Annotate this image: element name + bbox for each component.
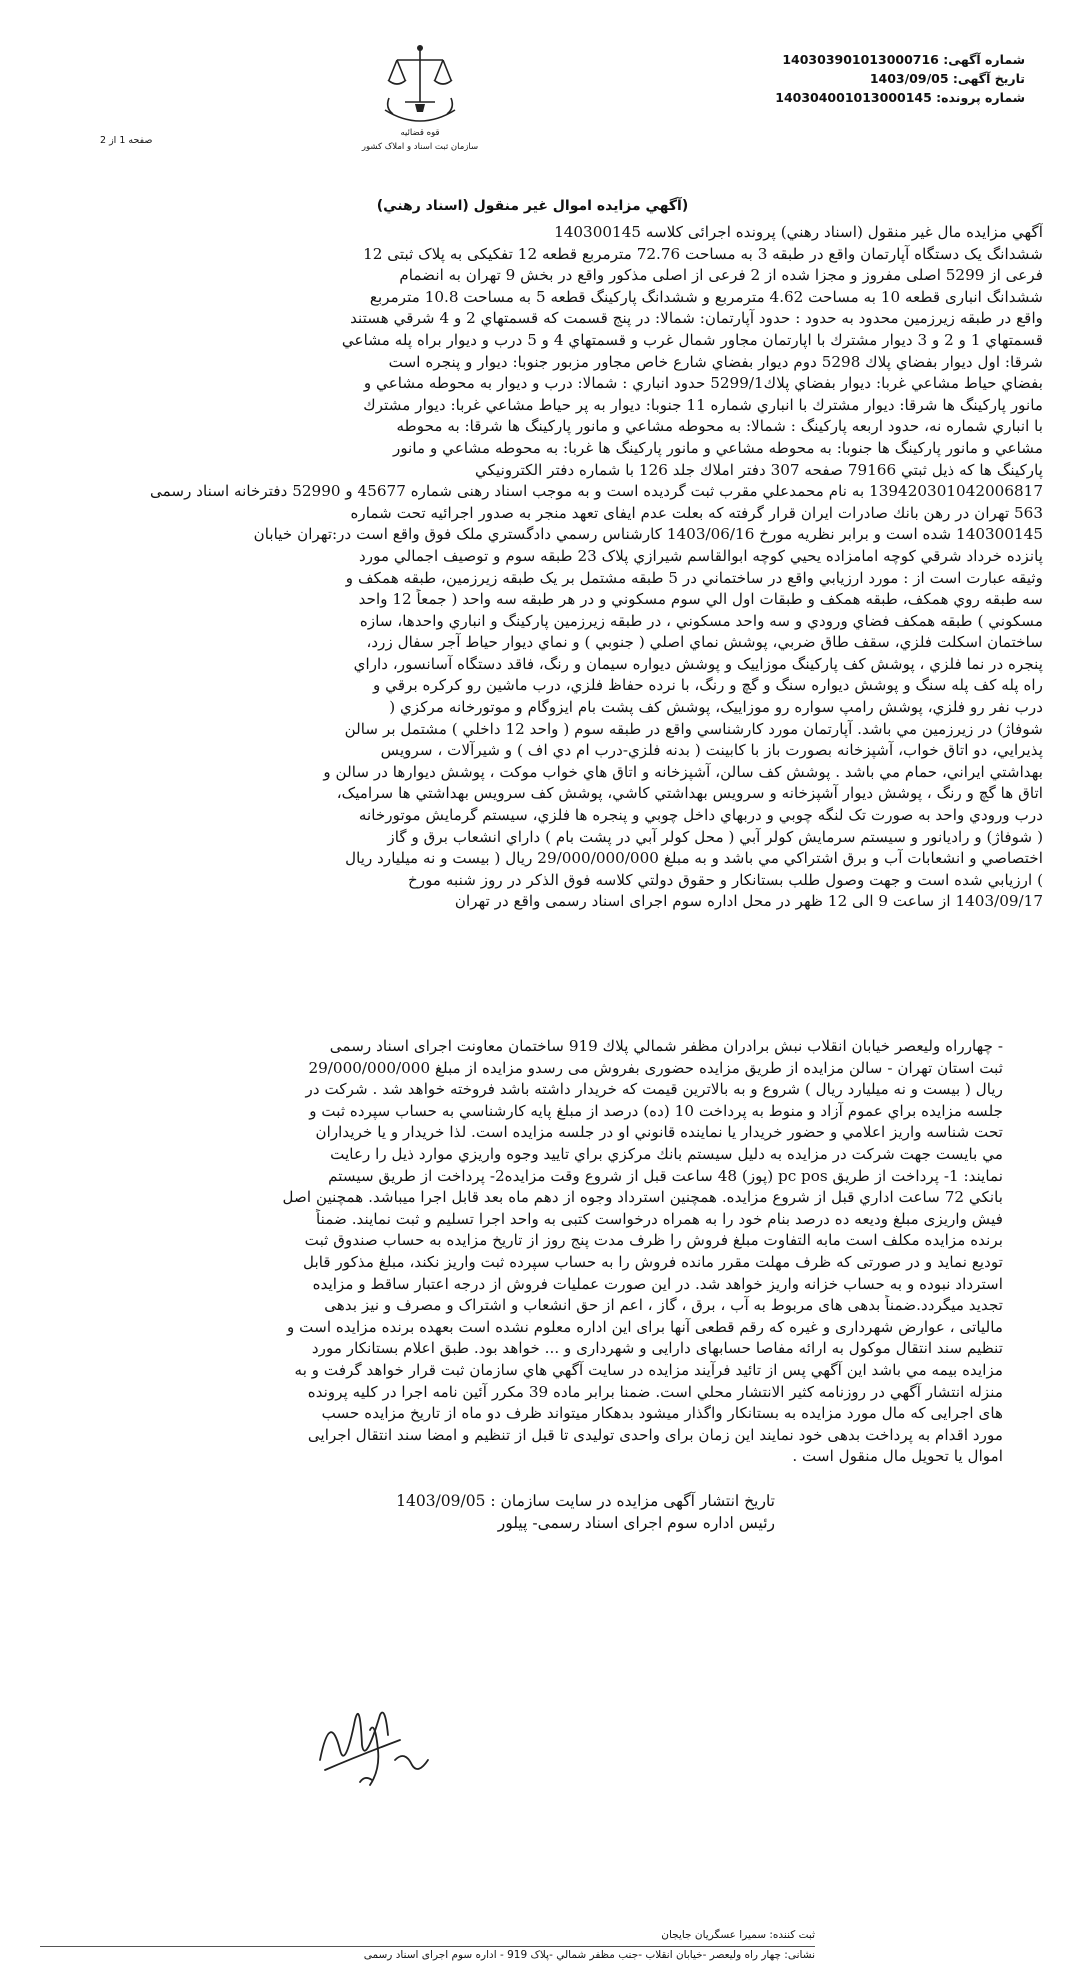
body-line: تنظيم سند انتقال موكول به ارائه مفاصا حسابهای دارايی و شهرداری و ... خواهد بود. طبق اعلام بستانكار مورد [311,1339,1003,1358]
body-line: درب ورودي واحد به صورت تک لنگه چوبي و دربهاي داخل چوبي و پنجره ها فلزي، سيستم گرمايش موتورخانه [358,806,1043,825]
handwritten-signature [300,1690,460,1800]
publish-date-label: تاريخ انتشار آگهی مزايده در سايت سازمان : [490,1492,775,1510]
body-line: 139420301042006817 به نام محمدعلي مقرب ثبت گرديده است و به موجب اسناد رهنی شماره 45677 و 52990 دفترخانه اسناد رسمی [149,482,1043,501]
body-line: 1403/09/17 از ساعت 9 الی 12 ظهر در محل اداره سوم اجرای اسناد رسمی واقع در تهران [454,892,1043,911]
publish-info [396,1490,775,1534]
registrar-name: سميرا عسگريان جايجان [661,1929,767,1941]
body-line: مسکوني ) طبقه همکف فضاي ورودي و سه واحد مسکوني ، در طبقه زيرزمين پارکينگ و انباري واحدها، سازه [359,611,1043,630]
body-line: ثبت استان تهران - سالن مزايده از طريق مزايده حضوری بفروش می رسدو مزايده از مبلغ 29/000/000/000 [308,1058,1003,1077]
body-line: تجديد ميگردد.ضمناً بدهی های مربوط به آب ، برق ، گاز ، اعم از حق انشعاب و اشتراک و مصرف و نيز بدهی [324,1296,1003,1315]
body-line: های اجرايی كه مال مورد مزايده به بستانكار واگذار ميشود بدهكار ميتواند ظرف دو ماه از تاريخ مزايده حسب [321,1404,1003,1423]
address-text: چهار راه وليعصر -خيابان انقلاب -جنب مظفر شمالي -پلاک 919 - اداره سوم اجرای اسناد رسمی [363,1949,781,1961]
body-line: مزايده بيمه مي باشد اين آگهي پس از تائيد فرآيند مزايده در سايت آگهي هاي سازمان ثبت قرار خواهد گرفت و به [294,1360,1003,1379]
ad-meta [695,50,1025,107]
body-line: ششدانگ انباری قطعه 10 به مساحت 4.62 مترمربع و ششدانگ پارکینگ قطعه 5 به مساحت 10.8 مترمربع [369,287,1043,306]
body-line: بفضاي حياط مشاعي غربا: ديوار بفضاي پلاك5299/1 حدود انباري : شمالا: درب و ديوار به محوطه مشاعي و [363,374,1043,393]
body-line: توديع نمايد و در صورتی كه ظرف مهلت مقرر مانده فروش را به حساب سپرده ثبت واريز نكند، مبلغ مذكور قابل [303,1252,1003,1271]
body-line: تحت شناسه واريز اعلامي و حضور خريدار يا نماينده قانوني او در جلسه مزايده است. لذا خريدار و يا خريداران [315,1123,1003,1142]
body-line: منزله انتشار آگهي در روزنامه كثير الانتشار محلي است. ضمنا برابر ماده 39 مكرر آئين نامه اجرا در كليه پرونده [307,1382,1003,1401]
body-line: فيش واريزی مبلغ وديعه ده درصد بنام خود را به همراه درخواست كتبی به واحد اجرا تسليم و ثبت نمايند. ضمناً [316,1209,1003,1228]
case-number: 140304001013000145 [775,90,932,105]
ad-number-row [695,50,1025,69]
body-line: آگهي مزايده مال غير منقول (اسناد رهني) پرونده اجرائی کلاسه 140300145 [554,223,1043,241]
notice-body-property [14,222,1043,913]
ad-number-label: شماره آگهی: [943,52,1025,67]
body-line: با انباري شماره نه، حدود اربعه پاركينگ : شمالا: به محوطه مشاعي و مانور پاركينگ ها شرقا: به محوطه [396,417,1043,436]
body-line: واقع در طبقه زیرزمین محدود به حدود : حدود آپارتمان: شمالا: در پنج قسمت که قسمتهاي 2 و 4 شرقي هستند [350,309,1043,328]
publish-date: 1403/09/05 [396,1492,486,1510]
body-line: نمايند: 1- پرداخت از طريق pc pos (پوز) 48 ساعت قبل از شروع وقت مزايده2- پرداخت از طريق سيستم [328,1166,1003,1185]
ad-date-row [695,69,1025,88]
body-line: وثيقه عبارت است از : مورد ارزيابي واقع در ساختماني در 5 طبقه مشتمل بر يک طبقه زيرزمين، طبقه همکف و [345,568,1043,587]
body-line: ساختمان اسکلت فلزي، سقف طاق ضربي، پوشش نماي اصلي ( جنوبي ) و نماي ديوار حياط آجر سفال زرد، [366,633,1043,652]
body-line: اموال يا تحويل مال منقول است . [792,1447,1003,1466]
body-line: مورد اقدام به پرداخت بدهی خود نمايند اين زمان برای واحدی توليدی تا قبل از تنظيم و امضا سند انتقال اجرايی [307,1425,1003,1444]
registrar-row [40,1928,815,1942]
body-line: سه طبقه روي همکف، طبقه همکف و طبقات اول الي سوم مسکوني و در هر طبقه سه واحد ( جمعاً 12 واحد [358,590,1043,609]
body-line: شرقا: اول ديوار بفضاي پلاك 5298 دوم ديوار بفضاي شارع خاص مجاور مزبور جنوبا: ديوار و پنجره است [388,352,1043,371]
body-line: مالياتی ، عوارض شهرداری و غيره كه رقم قطعی آنها برای اين اداره معلوم نشده است بعهده برنده مزايده است و [287,1317,1003,1336]
body-line: قسمتهاي 1 و 2 و 3 ديوار مشترك با اپارتمان مجاور شمال غرب و قسمتهاي 4 و 5 درب و ديوار براه پله مشاعي [341,330,1043,349]
body-line: فرعی از 5299 اصلی مفروز و مجزا شده از 2 فرعی از اصلی مذکور واقع در بخش 9 تهران به انضمام [399,266,1043,285]
page-number: صفحه 1 از 2 [100,135,153,146]
body-line: 140300145 شده است و برابر نظريه مورخ 1403/06/16 كارشناس رسمي دادگستري ملک فوق واقع است در:تهران خيابان [253,525,1043,544]
notice-body-terms [10,1036,1003,1468]
body-line: درب نفر رو فلزي، پوشش رامپ سواره رو موزاييک، پوشش کف پشت بام ايزوگام و موتورخانه مرکزي ( [389,698,1043,717]
publish-date-row [396,1490,775,1512]
case-number-label: شماره پرونده: [936,90,1025,105]
footer-divider [40,1946,815,1947]
body-line: راه پله کف پله سنگ و پوشش ديواره سنگ و گچ و رنگ، با نرده حفاظ فلزي، درب ماشين رو کرکره برقي و [373,676,1043,695]
ad-date-label: تاریخ آگهی: [952,71,1025,86]
body-line: پانزده خرداد شرقي کوچه امامزاده يحيي کوچه ابوالقاسم شيرازي پلاک 23 طبقه سوم و توصيف اجمالي مورد [359,546,1043,565]
body-line: ) ارزيابي شده است و جهت وصول طلب بستانكار و حقوق دولتي كلاسه فوق الذكر در روز شنبه مورخ [407,870,1043,889]
address-label: نشانی: [784,1949,815,1961]
body-line: مي بايست جهت شركت در مزايده به دليل سيستم بانك مركزي براي تاييد وجوه واريزي موارد ذيل را رعايت [330,1144,1003,1163]
ad-date: 1403/09/05 [869,71,949,86]
body-line: پاركينگ ها كه ذيل ثبتي 79166 صفحه 307 دفتر املاك جلد 126 با شماره دفتر الكترونيكي [475,460,1043,479]
registrar-label: ثبت كننده: [769,1929,815,1941]
emblem-caption-judiciary: قوه قضائیه [400,128,440,138]
body-line: ريال ( بيست و نه ميليارد ريال ) شروع و به بالاترين قيمت كه خريدار داشته باشد فروخته خواهد شد . شرکت در [305,1080,1003,1099]
body-line: بهداشتي ايراني، حمام مي باشد . پوشش کف سالن، آشپزخانه و اتاق هاي خواب موکت ، پوشش ديوارها در سالن و [323,762,1043,781]
body-line: اختصاصي و انشعابات آب و برق اشتراکي مي باشد و به مبلغ 29/000/000/000 ريال ( بيست و نه ميليارد ريال [345,849,1043,868]
judiciary-emblem [345,40,495,160]
body-line: 563 تهران در رهن بانك صادرات ایران قرار گرفته كه بعلت عدم ايفای تعهد منجر به صدور اجرائيه تحت شماره [350,503,1043,522]
case-number-row [695,88,1025,107]
body-line: برنده مزايده مكلف است مابه التفاوت مبلغ فروش را ظرف مدت پنج روز از تاريخ مزايده به حساب صندوق ثبت [304,1231,1003,1250]
body-line: استرداد نبوده و به حساب خزانه واريز خواهد شد. در اين صورت عمليات فروش از درجه اعتبار ساقط و مزايده [312,1274,1003,1293]
body-line: - چهارراه وليعصر خيابان انقلاب نبش برادران مظفر شمالي پلاك 919 ساختمان معاونت اجرای اسناد رسمی [329,1037,1003,1055]
emblem-caption-organization: سازمان ثبت اسناد و املاک کشور [361,142,479,152]
body-line: جلسه مزايده براي عموم آزاد و منوط به پرداخت 10 (ده) درصد از مبلغ پايه كارشناسي به حساب سپرده ثبت و [309,1101,1003,1120]
body-line: پنجره در نما فلزي ، پوشش کف پارکينگ موزاييک و پوشش ديواره سيمان و رنگ، فاقد دستگاه آسانسور، داراي [353,654,1043,673]
signatory: رئيس اداره سوم اجرای اسناد رسمی- پيلور [497,1514,775,1532]
emblem-icon [345,40,495,132]
ad-number: 140303901013000716 [782,52,939,67]
body-line: پذيرايي، دو اتاق خواب، آشپزخانه بصورت باز با کابينت ( بدنه فلزي-درب ام دي اف ) و شيرآلات ، سرويس [380,741,1043,760]
body-line: شوفاژ) در زيرزمين مي باشد. آپارتمان مورد کارشناسي واقع در طبقه سوم ( واحد 12 داخلي ) مشتمل بر سالن [344,719,1043,738]
notice-title: (آگهي مزايده اموال غير منقول (اسناد رهني) [376,198,689,214]
body-line: مانور پاركينگ ها شرقا: ديوار مشترك با انباري شماره 11 جنوبا: ديوار به پر حياط مشاعي غربا: ديوار مشترك [363,395,1043,414]
body-line: مشاعي و مانور پاركينگ ها جنوبا: به محوطه مشاعي و مانور پاركينگ ها غربا: به محوطه مشاعي و مانور [393,438,1043,457]
body-line: بانكي 72 ساعت اداري قبل از شروع مزايده. همچنين استرداد وجوه از دهم ماه بعد قابل اجرا ميباشد. همچنين اصل [282,1188,1003,1207]
body-line: اتاق ها گچ و رنگ ، پوشش ديوار آشپزخانه و سرويس بهداشتي کاشي، پوشش کف سرويس بهداشتي ها سراميک، [336,784,1043,803]
footer [40,1928,815,1942]
body-line: ششدانگ یک دستگاه آپارتمان واقع در طبقه 3 به مساحت 72.76 مترمربع قطعه 12 تفکیکی به پلاک ثبتی 12 [363,244,1043,263]
body-line: ( شوفاژ) و راديانور و سيستم سرمايش کولر آبي ( محل کولر آبي در پشت بام ) داراي انشعاب برق و گاز [387,827,1043,846]
footer-address [40,1948,815,1962]
